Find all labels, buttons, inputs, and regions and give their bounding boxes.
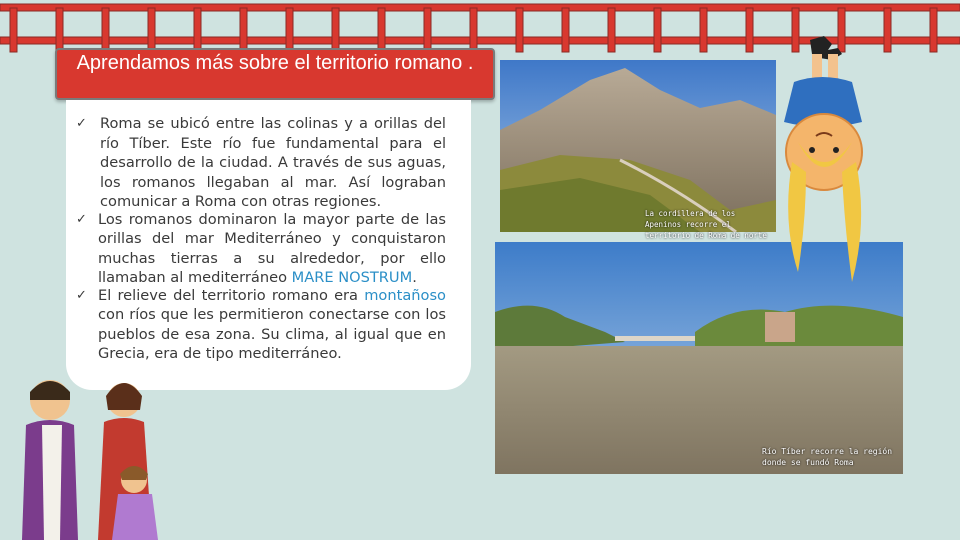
railing-post — [930, 8, 937, 52]
apennines-photo — [500, 60, 776, 232]
content-text — [76, 114, 446, 364]
bullet-item — [76, 286, 446, 364]
railing-post — [148, 8, 155, 52]
railing-post — [562, 8, 569, 52]
railing-post — [194, 8, 201, 52]
bullet-text: con ríos que les permitieron conectarse con los pueblos de esa zona. Su clima, al igual que en Grecia, era de tipo mediterráneo. — [98, 306, 446, 362]
railing-post — [746, 8, 753, 52]
check-icon: ✓ — [76, 116, 87, 131]
railing-post — [424, 8, 431, 52]
railing-post — [102, 8, 109, 52]
check-icon: ✓ — [76, 287, 87, 303]
railing-post — [884, 8, 891, 52]
railing-post — [516, 8, 523, 52]
railing-post — [286, 8, 293, 52]
bullet-text: . — [412, 269, 417, 286]
railing-post — [470, 8, 477, 52]
railing-post — [56, 8, 63, 52]
railing-post — [240, 8, 247, 52]
railing-post — [700, 8, 707, 52]
bullet-text: Roma se ubicó entre las colinas y a orillas del río Tíber. Este río fue fundamental para el desarrollo de la ciudad. A través de sus aguas, los romanos llegaban al mar. Así lograban comunicar a Roma con otras regiones. — [100, 115, 446, 210]
bullet-text: El relieve del territorio romano era — [98, 286, 365, 304]
slide-title: Aprendamos más sobre el territorio romano . — [55, 48, 495, 100]
railing-post — [608, 8, 615, 52]
highlighted-term: montañoso — [364, 286, 446, 304]
railing-post — [654, 8, 661, 52]
tiber-caption: Río Tíber recorre la región donde se fundó Roma — [762, 447, 893, 467]
check-icon: ✓ — [76, 211, 87, 227]
bullet-text: Los romanos dominaron la mayor parte de las orillas del mar Mediterráneo y conquistaron muchas tierras a su alrededor, por ello llamaban al mediterráneo — [98, 210, 446, 286]
highlighted-term: MARE NOSTRUM — [291, 269, 413, 286]
roman-family-illustration — [12, 370, 182, 540]
railing-post — [10, 8, 17, 52]
railing-post — [378, 8, 385, 52]
bullet-list — [76, 114, 446, 364]
railing-post — [332, 8, 339, 52]
upside-down-girl-illustration — [772, 32, 872, 302]
apennines-caption: La cordillera de los Apeninos recorre el territorio de Roma de norte — [645, 209, 767, 240]
bullet-item — [76, 210, 446, 288]
bullet-item — [76, 114, 446, 212]
